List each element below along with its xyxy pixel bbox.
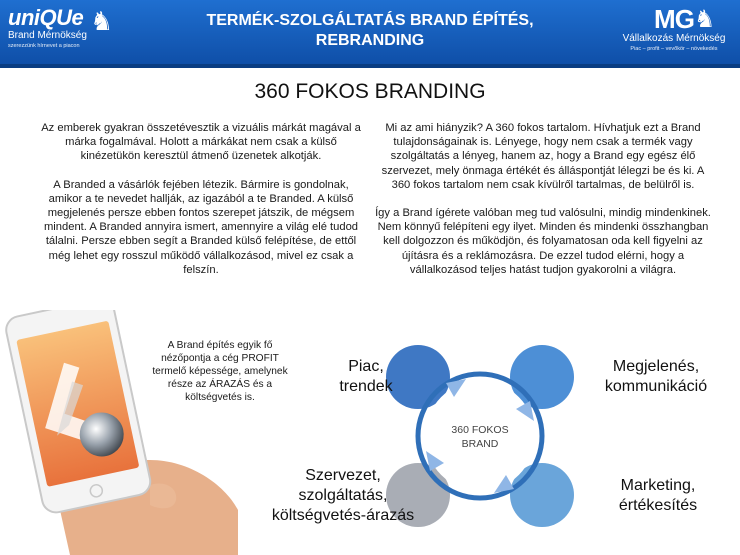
profit-note: A Brand építés egyik fő nézőpontja a cég PROFIT termelő képessége, amelynek része az ÁRAZÁS és a költségvetés is. (152, 340, 288, 403)
right-text-column (374, 121, 712, 291)
cycle-label-organization-line-2: szolgáltatás, (298, 487, 388, 504)
cycle-inner-disc (425, 381, 535, 491)
right-paragraph-2: Így a Brand ígérete valóban meg tud valósulni, mindig mindenkinek. Nem könnyű felépíteni egy ilyet. Minden és mindenki összhangban kell dolgozzon és működjön, és folyamatosan oda kell figyelni az újításra és a reklámozásra. De ezzel tudod elérni, hogy a vállalkozásod teljes hatást tudjon gyakorolni a világra. (375, 207, 711, 276)
cycle-label-appearance-line-2: kommunikáció (604, 378, 708, 395)
cycle-label-market-line-1: Piac, (348, 358, 384, 375)
phone-shape (4, 310, 153, 515)
header-divider (0, 64, 740, 68)
unique-logo-tagline: szerezzünk hírnevet a piacon (8, 43, 80, 49)
cycle-label-appearance (590, 357, 722, 397)
cycle-label-marketing-line-1: Marketing, (620, 477, 696, 494)
right-paragraph-1: Mi az ami hiányzik? A 360 fokos tartalom. Hívhatjuk ezt a Brand tulajdonságainak is. Lényege, hogy nem csak a termék vagy szolgáltatás a lényeg, hanem az, hogy a Brand egy egész élő szervezet, mely önmaga értékét és álláspontját lélegzi be és ki. A 360 fokos tartalom nem csak kívülről tartalmas, de belülről is. (381, 122, 705, 191)
cycle-center-line-1: 360 FOKOS (451, 424, 509, 436)
cycle-label-marketing (600, 476, 716, 516)
header-title-line-2: REBRANDING (315, 32, 425, 49)
cycle-label-organization-line-1: Szervezet, (305, 467, 381, 484)
header-title (150, 11, 590, 51)
header-banner (0, 0, 740, 64)
left-paragraph-1: Az emberek gyakran összetévesztik a vizuális márkát magával a márka fogalmával. Holott a márkákat nem csak a külső kinézetükön keresztül átmenő üzenetek alkotják. (41, 122, 361, 163)
cycle-label-appearance-line-1: Megjelenés, (612, 358, 700, 375)
cycle-label-organization-line-3: költségvetés-árazás (271, 507, 415, 524)
header-title-line-1: TERMÉK-SZOLGÁLTATÁS BRAND ÉPÍTÉS, (206, 12, 534, 29)
cycle-label-marketing-line-2: értékesítés (618, 497, 698, 514)
lion-crest-icon: ♞ (90, 6, 114, 36)
cycle-label-market-line-2: trendek (339, 378, 393, 395)
mg-logo-subtitle: Vállalkozás Mérnökség (622, 33, 726, 44)
mg-logo[interactable] (612, 5, 736, 61)
unique-logo[interactable] (8, 6, 128, 58)
left-paragraph-2: A Branded a vásárlók fejében létezik. Bármire is gondolnak, amikor a te nevedet hallják, az igazából a te Branded. A külső megjelenés persze ebben fontos szerepet játszik, de mégsem mindent. A Branded annyira ismert, amennyire a világ elé tudod tálalni. Persze ebben segít a Branded külső felépítése, de ettől még lehet egy rosszul működő vállalkozásod, mivel ez csak a felszín. (43, 178, 359, 276)
left-text-column (36, 121, 366, 291)
mg-logo-mark: MG (654, 4, 694, 34)
unique-logo-subtitle: Brand Mérnökség (8, 30, 87, 41)
cycle-label-organization (258, 466, 428, 526)
unique-logo-mark: uniQUe (8, 5, 84, 30)
page-title: 360 FOKOS BRANDING (254, 80, 486, 103)
cycle-label-market (326, 357, 406, 397)
mg-logo-tagline: Piac – profit – vevőkör – növekedés (630, 46, 718, 52)
cycle-center-line-2: BRAND (461, 438, 499, 450)
lion-crest-icon: ♞ (694, 6, 716, 33)
